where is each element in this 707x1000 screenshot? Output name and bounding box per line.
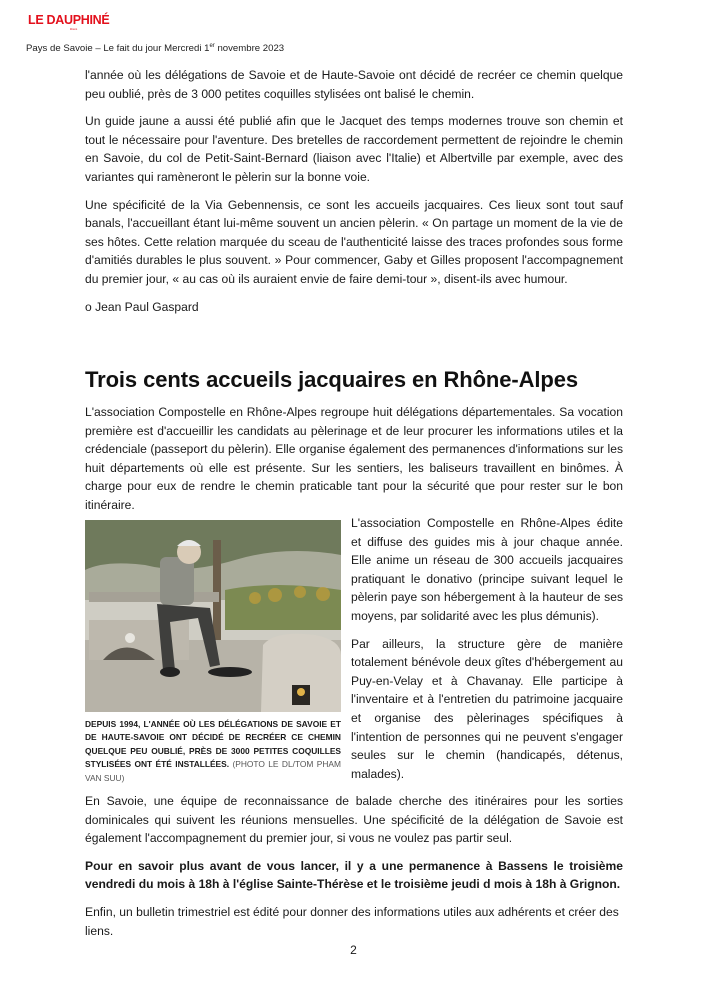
edition-sup: er — [209, 43, 215, 49]
article2-intro — [85, 403, 623, 524]
article2-bottom — [85, 792, 623, 949]
photo-caption — [85, 718, 341, 785]
article1-body — [85, 66, 623, 325]
edition-suffix: novembre 2023 — [214, 43, 285, 55]
logo-text: LE DAUPHINÉ — [28, 13, 110, 27]
article2-side-column — [351, 514, 623, 792]
article1-paragraph: l'année où les délégations de Savoie et de Haute-Savoie ont décidé de recréer ce chemin quelque peu oublié, près de 3 000 petites coquilles stylisées ont balisé le chemin. — [85, 68, 623, 101]
article-photo — [85, 520, 341, 712]
caption-bold: DEPUIS 1994, L'ANNÉE OÙ LES DÉLÉGATIONS DE SAVOIE ET DE HAUTE-SAVOIE ONT DÉCIDÉ DE RECRÉER CE CHEMIN QUELQUE PEU OUBLIÉ, PRÈS DE 3000 PETITES COQUILLES STYLISÉES ONT ÉTÉ INSTALLÉES. — [85, 719, 341, 770]
bottom-paragraph: En Savoie, une équipe de reconnaissance de balade cherche des itinéraires pour les sorties dominicales qui suivent les réunions mensuelles. Une spécificité de la délégation de Savoie est également l'accompagnement du premier jour, si vous ne voulez pas partir seul. — [85, 794, 623, 846]
article1-paragraph: Un guide jaune a aussi été publié afin que le Jacquet des temps modernes trouve son chemin et tout le nécessaire pour l'aventure. Des bretelles de raccordement permettent de rejoindre le chemin en Savoie, du col de Petit-Saint-Bernard (liaison avec l'Italie) et Albertville par exemple, avec des variantes qui ramèneront le pèlerin sur la bonne voie. — [85, 114, 623, 184]
newspaper-logo — [28, 14, 109, 26]
photo-illustration — [85, 520, 341, 712]
article2-title: Trois cents accueils jacquaires en Rhône-Alpes — [85, 367, 579, 392]
side-paragraph: L'association Compostelle en Rhône-Alpes édite et diffuse des guides mis à jour chaque année. Elle anime un réseau de 300 accueils jacquaires pratiquant le donativo (principe suivant lequel le pèlerin paye son hébergement à la hauteur de ses moyens, par solidarité avec les plus démunis). — [351, 516, 623, 623]
logo-subtext: libéré — [70, 27, 78, 31]
bold-paragraph: Pour en savoir plus avant de vous lancer, il y a une permanence à Bassens le troisième vendredi du mois à 18h à l'église Sainte-Thérèse et le troisième jeudi d mois à 18h à Grignon. — [85, 858, 623, 892]
edition-line — [26, 43, 284, 54]
caption-credit: (PHOTO LE DL/TOM PHAM VAN SUU) — [85, 759, 341, 783]
page-number: 2 — [350, 943, 357, 957]
article1-author: o Jean Paul Gaspard — [85, 299, 199, 314]
closing-paragraph: Enfin, un bulletin trimestriel est édité pour donner des informations utiles aux adhérents et créer des liens. — [85, 904, 619, 938]
edition-prefix: Pays de Savoie – Le fait du jour Mercredi 1 — [26, 43, 210, 55]
article2-intro-paragraph: L'association Compostelle en Rhône-Alpes regroupe huit délégations départementales. Sa vocation première est d'accueillir les candidats au pèlerinage et de leur procurer les informations utiles et la crédenciale (passeport du pèlerin). Elle organise également des permanences d'informations sur les huit départements où elle est présente. Sur les sentiers, les baliseurs travaillent en binômes. À charge pour eux de rendre le chemin praticable tant pour la sécurité que pour rester sur le bon itinéraire. — [85, 405, 623, 512]
side-paragraph: Par ailleurs, la structure gère de manière totalement bénévole deux gîtes d'hébergement au Puy-en-Velay et à Chavanay. Elle participe à l'inventaire et à l'entretien du patrimoine jacquaire et organise des pèlerinages spécifiques à l'intention de personnes qui ne peuvent s'engager seules sur le chemin (handicapés, détenus, malades). — [351, 636, 623, 781]
article1-paragraph: Une spécificité de la Via Gebennensis, ce sont les accueils jacquaires. Ces lieux sont tout sauf banals, l'accueillant étant lui-même souvent un ancien pèlerin. « On partage un moment de la vie de ses hôtes. Cette relation marquée du sceau de l'authenticité laisse des traces profondes sous forme d'amitiés durables le plus souvent. » Pour commencer, Gaby et Gilles proposent l'accompagnement du premier jour, « au cas où ils auraient envie de faire demi-tour », disent-ils avec humour. — [85, 197, 623, 286]
